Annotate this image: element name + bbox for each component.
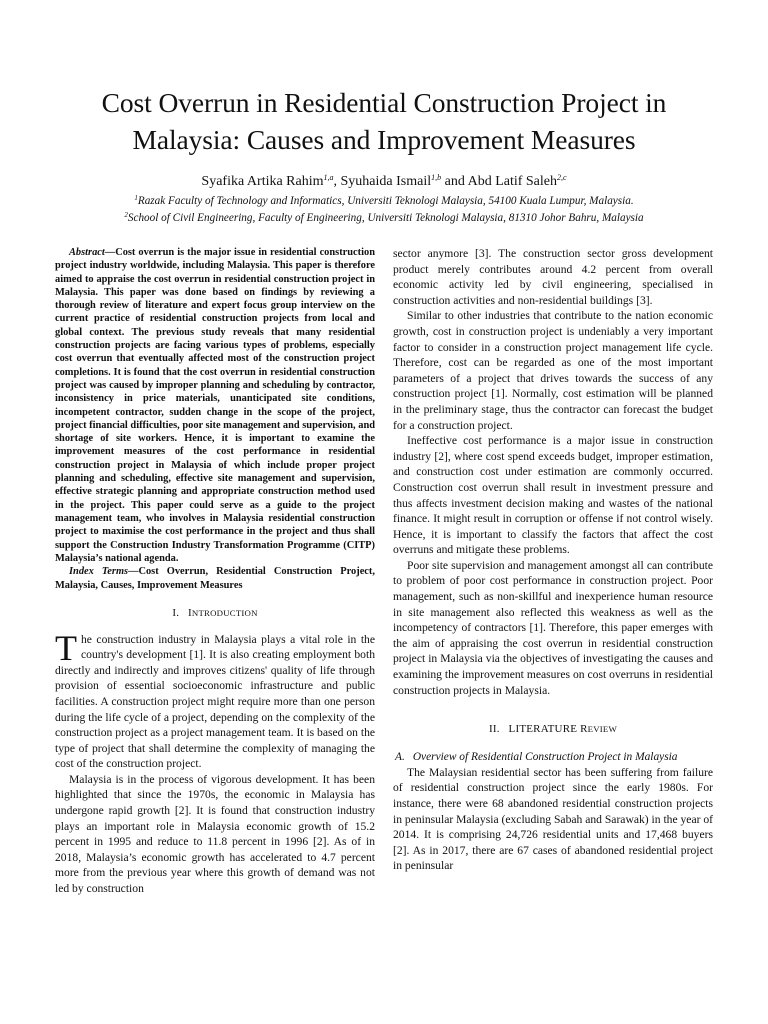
paragraph-text: he construction industry in Malaysia plays a vital role in the country's development [1]. It is also creating employment both directly and indirectly and improves citizens' quality of life through provision of essential socioeconomic infrastructure and public facilities. A construction project might require more than one person during the life cycle of a project, depending on the complexity of the construction project as a project management team. It is based on the type of project that shall determine the complexity of managing the cost of the construction project. xyxy=(55,632,376,771)
index-terms-text: —Cost Overrun, Residential Construction Project, Malaysia, Causes, Improvement Measures xyxy=(55,566,375,591)
section-number: I. xyxy=(172,606,180,619)
abstract-text: —Cost overrun is the major issue in residential construction project industry worldwide, including Malaysia. This paper is therefore aimed to appraise the cost overrun in residential construction project in Malaysia. This paper was done based on findings by reviewing a thorough review of literature and expert focus group interview on the current practice of residential construction projects from local and global context. The previous study reveals that many residential construction projects are facing various types of problems, especially cost overrun that eventually affected most of the construction project completions. It is found that the cost overrun in residential construction project was caused by improper planning and scheduling by contractor, inconsistency in price materials, unanticipated site conditions, incompetent contractor, sudden change in the scope of the project, project financial difficulties, poor site management and supervision, and shortage of site workers. Hence, it is important to examine the improvement measures of the cost performance in residential construction project in Malaysia of which include proper project planning and scheduling, effective site management and supervision, effective strategic planning and appropriate construction method used in the project. This paper could serve as a guide to the project management team, who involves in Malaysia residential construction project to maximise the cost performance in the project and thus shall support the Construction Industry Transformation Programme (CITP) Malaysia’s national agenda. xyxy=(55,247,376,564)
author-separator: , xyxy=(333,174,341,189)
author-name: Abd Latif Saleh xyxy=(467,174,557,189)
section-heading-introduction xyxy=(55,606,375,622)
intro-paragraph-2-continued: sector anymore [3]. The construction sector gross development product merely contributes around 4.2 percent from overall economic activity led by civil engineering, specialised in construction activities and non-residential buildings [3]. xyxy=(393,247,713,307)
subsection-title: Overview of Residential Construction Project in Malaysia xyxy=(412,750,678,763)
section-number: II. xyxy=(489,723,500,736)
section-heading-literature-review xyxy=(393,722,713,738)
intro-paragraph-4: Ineffective cost performance is a major issue in construction industry [2], where cost spend exceeds budget, improper estimation, and construction cost under estimation are commonly occurred. Construction cost overrun shall result in investment pressure and thus affects investment decision making and wastes of the national finance. It might result in corruption or offense if not control wisely. Hence, it is important to classify the factors that affect the cost overruns and mitigate these problems. xyxy=(393,434,713,557)
author-separator: and xyxy=(441,174,468,189)
abstract xyxy=(55,246,375,565)
affil-text: Razak Faculty of Technology and Informatics, Universiti Teknologi Malaysia, 54100 Kuala Lumpur, Malaysia. xyxy=(137,195,634,207)
author-name: Syuhaida Ismail xyxy=(340,174,432,189)
affil-mark: 1 xyxy=(134,194,138,202)
intro-paragraph-2: Malaysia is in the process of vigorous development. It has been highlighted that since the 1970s, the economic in Malaysia has undergone rapid growth [2]. It is found that construction industry plays an important role in Malaysia economic growth of 15.2 percent in 1995 and reduce to 11.8 percent in 1996 [2]. As of in 2018, Malaysia’s economic growth has accelerated to 4.7 percent more from the previous year where this growth of demand was not led by construction xyxy=(55,772,375,896)
author-name: Syafika Artika Rahim xyxy=(201,174,324,189)
section-title-head: LITERATURE R xyxy=(508,723,588,736)
abstract-label: Abstract xyxy=(69,247,105,258)
section-title-initial: I xyxy=(188,606,192,619)
affil-text: School of Civil Engineering, Faculty of Engineering, Universiti Teknologi Malaysia, 81310 Johor Bahru, Malaysia xyxy=(127,212,644,224)
drop-cap: T xyxy=(55,627,77,668)
intro-paragraph-1 xyxy=(55,627,376,772)
author-line xyxy=(55,169,713,191)
affil-mark: 2 xyxy=(124,211,128,219)
lit-paragraph-1: The Malaysian residential sector has been suffering from failure of residential construction project since the early 1980s. For instance, there were 68 abandoned residential construction projects in peninsular Malaysia (excluding Sabah and Sarawak) in the year of 2014. It is comprising 24,726 residential units and 17,468 buyers [2]. As in 2017, there are 67 cases of abandoned residential project in peninsular xyxy=(393,765,714,873)
affiliation-2 xyxy=(55,208,713,225)
intro-paragraph-5: Poor site supervision and management amongst all can contribute to problem of poor cost performance in construction project. Poor management, such as non-skillful and inexperience human resource in site management also reflected this weakness as well as the incompetency of contractors [1]. Therefore, this paper emerges with the aim of appraising the cost overrun in residential construction project in Malaysia via the objectives of investigating the causes and examining the improvement measures on cost overruns in residential construction projects in Malaysia. xyxy=(393,558,713,697)
affiliation-1 xyxy=(55,191,713,208)
author-affil-mark: 2,c xyxy=(557,173,567,182)
intro-paragraph-3: Similar to other industries that contribute to the nation economic growth, cost in construction project is undeniably a very important factor to consider in a construction project management life cycle. Therefore, cost can be regarded as one of the most important parameters of a project that drives towards the success of any construction project [1]. Normally, cost estimation will be planned in the preliminary stage, thus the contractor can forecast the budget for a construction project. xyxy=(393,309,713,432)
two-column-body xyxy=(55,246,713,897)
section-title-rest: NTRODUCTION xyxy=(191,607,258,618)
subsection-prefix: A. xyxy=(395,750,405,763)
section-title-rest: EVIEW xyxy=(587,724,617,735)
right-column xyxy=(393,246,713,897)
author-affil-mark: 1,b xyxy=(431,173,442,182)
author-affil-mark: 1,a xyxy=(323,173,334,182)
subsection-heading-a xyxy=(393,750,713,765)
index-terms-label: Index Terms xyxy=(69,566,129,578)
left-column xyxy=(55,246,375,897)
paper-title: Cost Overrun in Residential Construction Project in Malaysia: Causes and Improvement Measures xyxy=(101,87,667,155)
index-terms xyxy=(55,565,375,592)
